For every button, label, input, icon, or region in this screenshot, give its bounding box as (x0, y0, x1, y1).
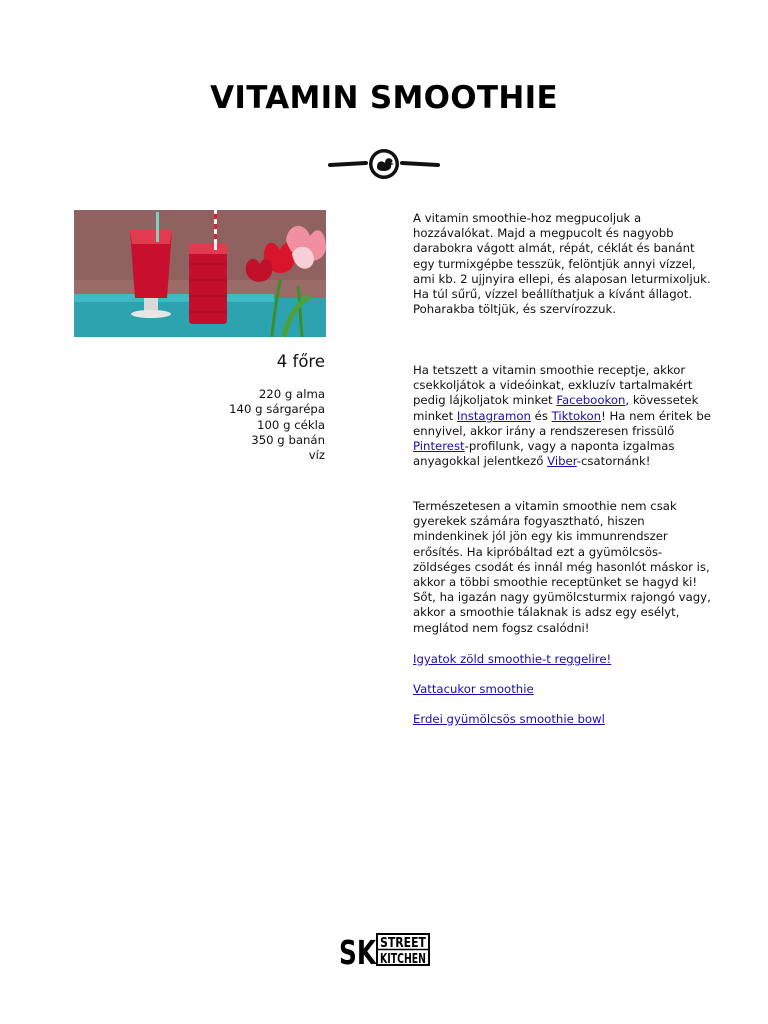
ingredient-item: 220 g alma (258, 387, 325, 401)
svg-text:STREET: STREET (380, 936, 427, 951)
promo-text: -csatornánk! (576, 454, 651, 469)
tiktok-link[interactable]: Tiktokon (551, 408, 602, 423)
instagram-link[interactable]: Instagramon (456, 408, 531, 423)
page-title: VITAMIN SMOOTHIE (210, 80, 558, 116)
extra-paragraph: Természetesen a vitamin smoothie nem csak gyerekek számára fogyasztható, hiszen mindenkinek jól jön egy kis immunrendszer erősítés. Ha kipróbáltad ezt a gyümölcsös-zöldséges csodát és innál még hasonlót máskor is, akkor a többi smoothie receptünket se hagyd ki! Sőt, ha igazán nagy gyümölcsturmix rajongó vagy, akkor a smoothie tálaknak is adsz egy esélyt, meglátod nem fogsz csalódni! (413, 499, 711, 635)
promo-paragraph (413, 363, 713, 469)
ingredient-item: 350 g banán (251, 432, 325, 447)
ingredient-item: 140 g sárgarépa (229, 402, 325, 417)
ingredient-list (229, 387, 325, 463)
viber-link[interactable]: Viber (547, 454, 577, 469)
promo-text: Ha tetszett a vitamin smoothie receptje, akkor csekkoljátok a videóinkat, exkluzív tartalmakért pedig lájkoljatok minket (413, 363, 693, 408)
related-recipe-link[interactable]: Igyatok zöld smoothie-t reggelire! (413, 652, 612, 666)
svg-text:SK: SK (339, 933, 378, 972)
duck-divider-icon (328, 146, 440, 182)
pinterest-link[interactable]: Pinterest (413, 439, 465, 454)
servings-label: 4 főre (276, 352, 325, 371)
ingredient-item: víz (308, 448, 325, 463)
related-recipe-link[interactable]: Erdei gyümölcsös smoothie bowl (413, 712, 605, 726)
promo-text: és (530, 408, 552, 423)
promo-text: -profilunk, vagy a naponta izgalmas anyagokkal jelentkező (413, 439, 675, 469)
facebook-link[interactable]: Facebookon (556, 393, 626, 408)
method-paragraph: A vitamin smoothie-hoz megpucoljuk a hozzávalókat. Majd a megpucolt és nagyobb darabokra vágott almát, répát, céklát és banánt egy turmixgépbe tesszük, felöntjük annyi vízzel, ami kb. 2 ujjnyira ellepi, és alaposan leturmixoljuk. Ha túl sűrű, vízzel beállíthatjuk a kívánt állagot. Poharakba töltjük, és szervírozzuk. (413, 211, 711, 317)
street-kitchen-logo (338, 933, 430, 972)
ingredient-item: 100 g cékla (257, 417, 325, 432)
related-recipe-link[interactable]: Vattacukor smoothie (413, 682, 534, 696)
promo-text: , kövessetek minket (413, 393, 699, 423)
promo-text: ! Ha nem éritek be ennyivel, akkor irány a rendszeresen frissülő (413, 408, 711, 438)
svg-text:KITCHEN: KITCHEN (380, 952, 426, 967)
smoothie-photo (74, 210, 326, 337)
